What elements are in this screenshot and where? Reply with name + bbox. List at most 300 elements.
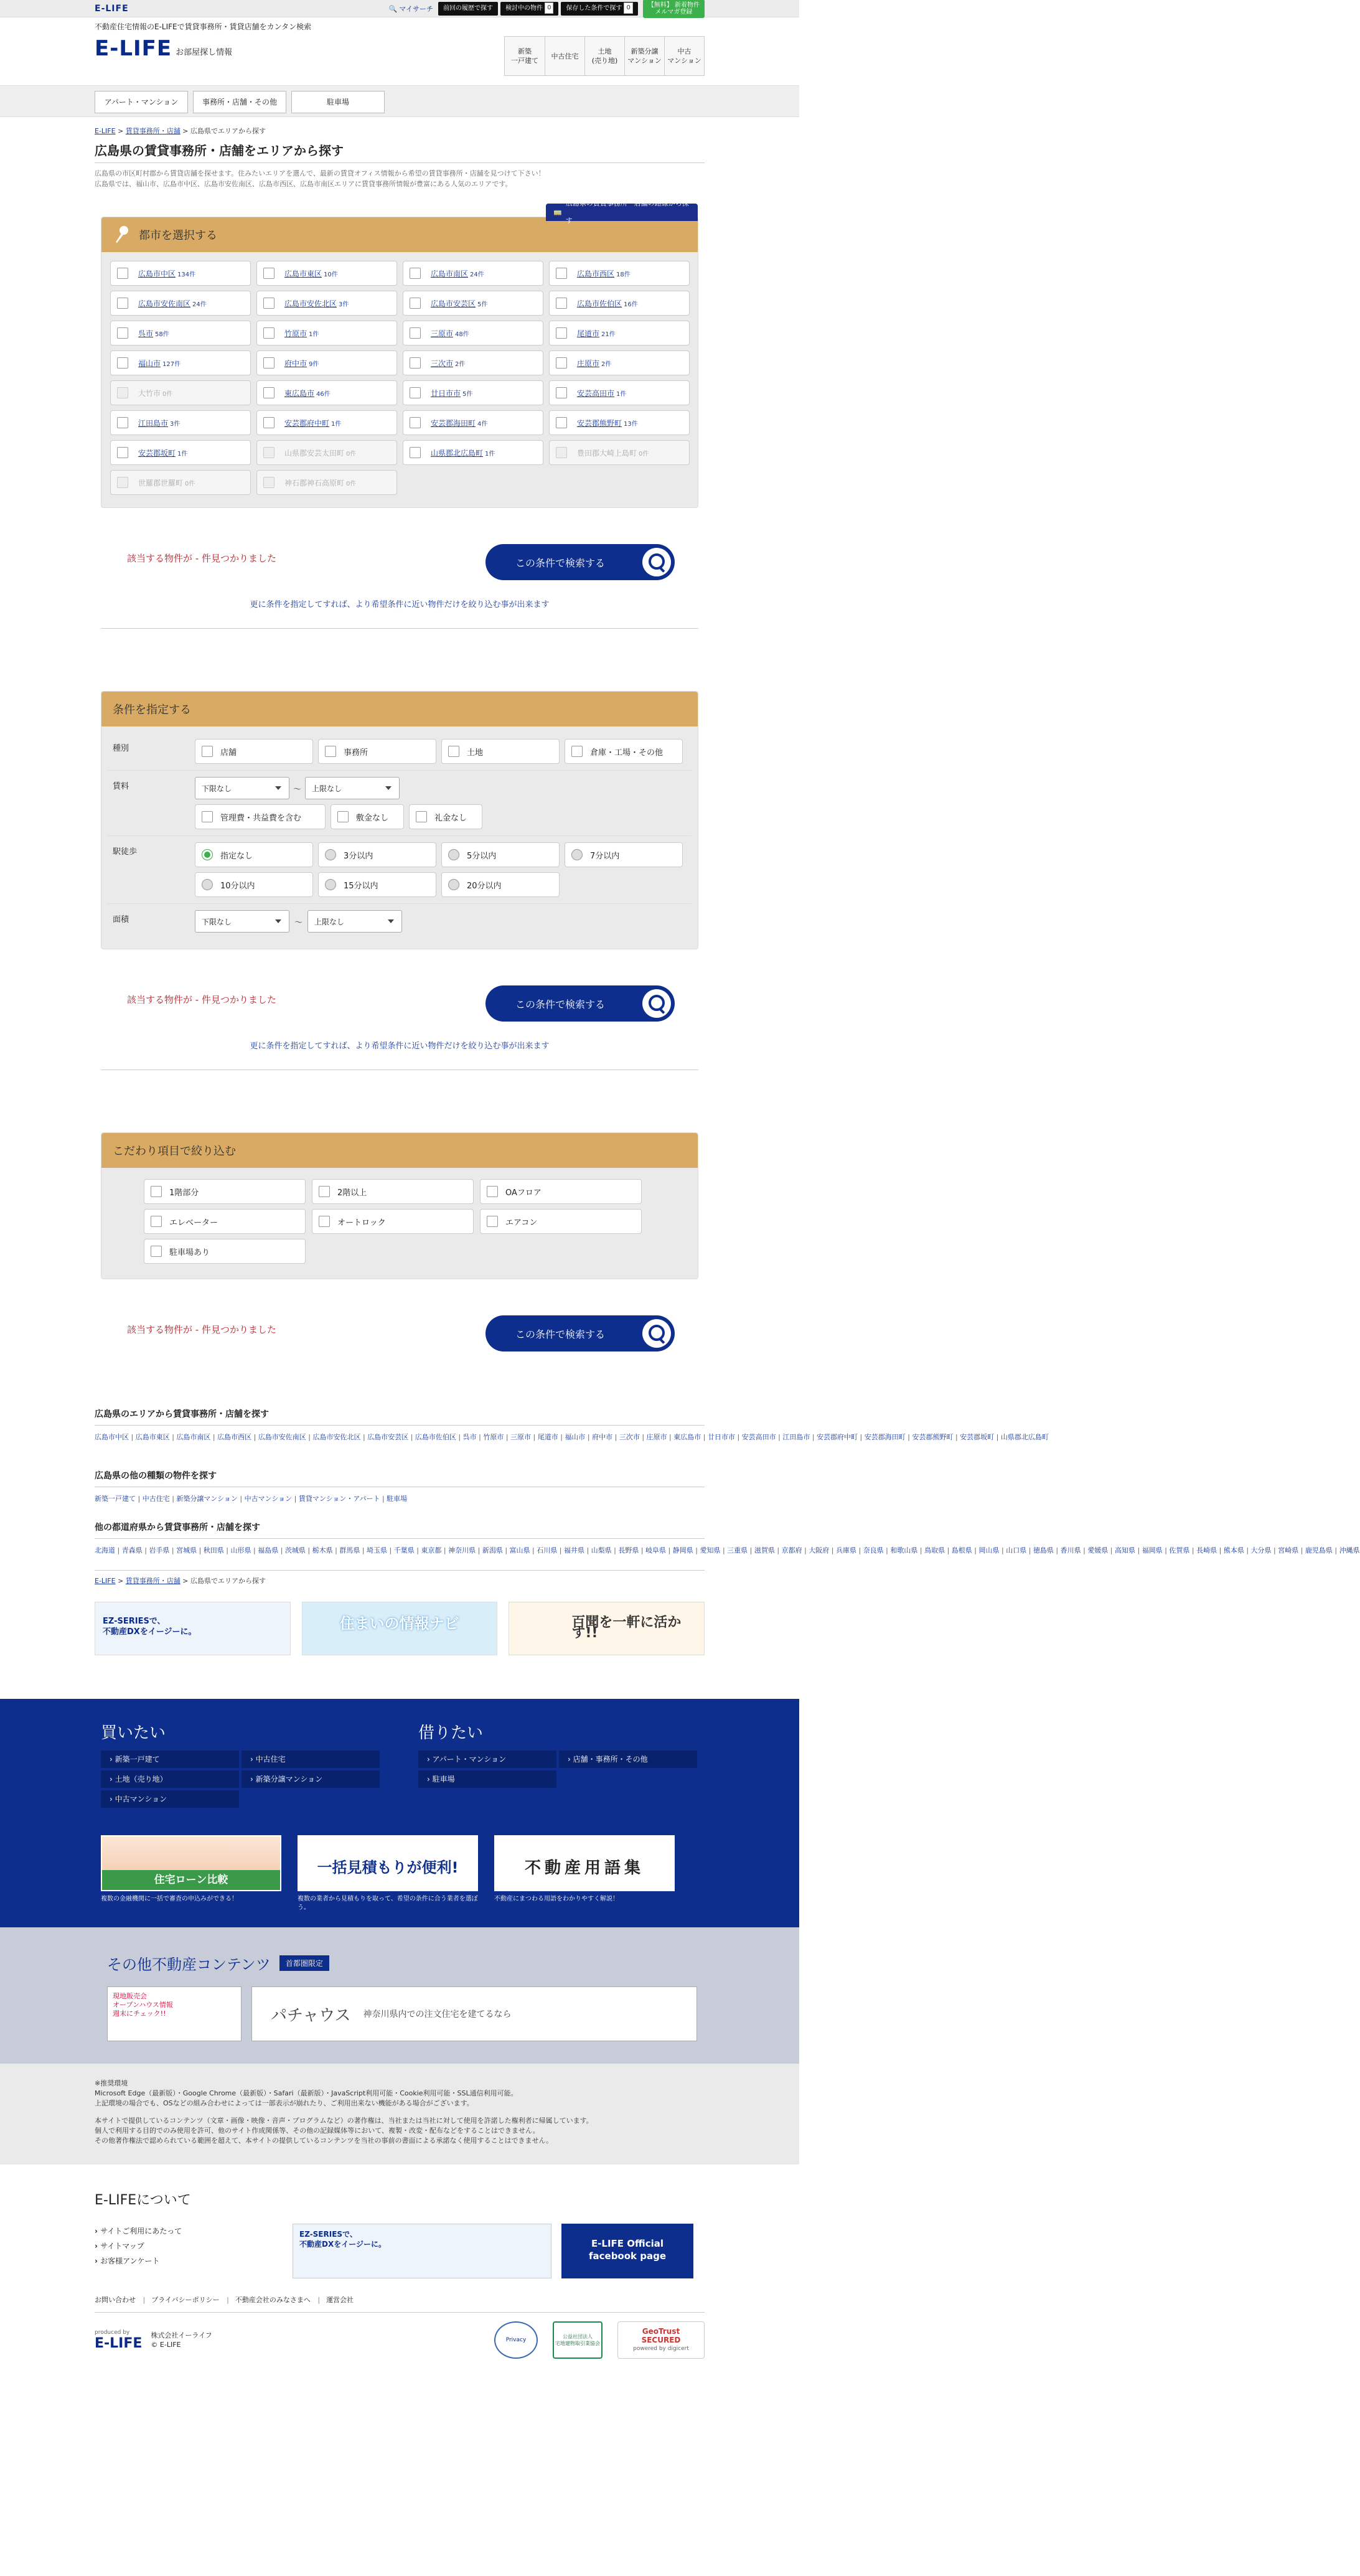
kodawari-option[interactable]	[312, 1179, 474, 1204]
facebook-banner[interactable]	[561, 2224, 693, 2278]
city-checkbox[interactable]	[117, 327, 128, 339]
search-button[interactable]	[485, 985, 675, 1022]
city-name[interactable]: 広島市佐伯区	[577, 299, 622, 308]
option-label: 事務所	[344, 748, 368, 758]
city-name[interactable]: 安芸郡府中町	[284, 418, 330, 428]
city-option[interactable]	[110, 440, 251, 465]
city-option[interactable]	[256, 410, 397, 435]
link-item[interactable]: 大阪府 |	[809, 1546, 836, 1554]
breadcrumb-sep: >	[115, 1577, 126, 1585]
city-count: 2件	[455, 360, 466, 368]
link-item[interactable]: 新築一戸建て |	[95, 1495, 143, 1503]
city-checkbox[interactable]	[117, 268, 128, 279]
city-checkbox[interactable]	[117, 357, 128, 369]
type-option[interactable]	[441, 739, 560, 764]
city-count: 48件	[455, 331, 469, 338]
city-name[interactable]: 広島市安佐南区	[138, 299, 191, 308]
city-checkbox[interactable]	[556, 387, 567, 398]
footer-link[interactable]: › 店舗・事務所・その他	[559, 1751, 697, 1768]
link-item[interactable]: 広島市安芸区 |	[367, 1433, 415, 1441]
city-name[interactable]: 安芸郡坂町	[138, 448, 176, 458]
walk-option[interactable]	[565, 842, 683, 867]
link-item[interactable]: 宮城県 |	[176, 1546, 204, 1554]
rent-max-select[interactable]: 上限なし	[305, 777, 400, 799]
link-item[interactable]: 長崎県 |	[1196, 1546, 1224, 1554]
city-checkbox[interactable]	[410, 387, 421, 398]
link-item[interactable]: 群馬県 |	[339, 1546, 367, 1554]
service-card[interactable]	[101, 1835, 281, 1912]
city-option[interactable]	[549, 321, 690, 346]
search-button[interactable]	[485, 544, 675, 580]
kodawari-option[interactable]	[144, 1209, 306, 1234]
link-item[interactable]: 三次市 |	[619, 1433, 647, 1441]
breadcrumb-item[interactable]: E-LIFE	[95, 1577, 116, 1585]
link-item[interactable]: 大分県 |	[1251, 1546, 1278, 1554]
link-item[interactable]: 滋賀県 |	[754, 1546, 782, 1554]
link-item[interactable]: 静岡県 |	[673, 1546, 700, 1554]
city-checkbox[interactable]	[556, 417, 567, 428]
link-item[interactable]: 和歌山県 |	[890, 1546, 924, 1554]
pachaus-banner[interactable]	[251, 1986, 697, 2041]
city-option[interactable]	[403, 410, 543, 435]
header-nav-item[interactable]: 中古 マンション	[664, 37, 704, 75]
rent-option[interactable]	[195, 804, 326, 829]
breadcrumb-sep: >	[115, 127, 126, 135]
city-option[interactable]	[110, 410, 251, 435]
header-nav-item[interactable]: 中古住宅	[545, 37, 584, 75]
link-item[interactable]: 三原市 |	[510, 1433, 538, 1441]
radio[interactable]	[571, 849, 583, 860]
link-item[interactable]: 三重県 |	[727, 1546, 754, 1554]
city-count: 1件	[485, 450, 495, 458]
link-item[interactable]: 竹原市 |	[483, 1433, 510, 1441]
top-logo[interactable]: E-LIFE	[95, 4, 129, 14]
city-checkbox[interactable]	[117, 447, 128, 458]
city-option[interactable]	[403, 440, 543, 465]
bottom-link[interactable]: お問い合わせ |	[95, 2295, 145, 2305]
city-name[interactable]: 広島市西区	[577, 269, 615, 278]
city-name[interactable]: 広島市安佐北区	[284, 299, 337, 308]
result-count-text: 該当する物件が - 件見つかりました	[127, 1324, 276, 1335]
note-line: ※推奨環境	[95, 2079, 128, 2087]
link-item[interactable]: 兵庫県 |	[836, 1546, 863, 1554]
link-item[interactable]: 広島市佐伯区 |	[415, 1433, 463, 1441]
walk-option[interactable]	[441, 872, 560, 897]
option-label: 7分以内	[590, 851, 620, 861]
type-option[interactable]	[195, 739, 313, 764]
city-name[interactable]: 広島市中区	[138, 269, 176, 278]
city-name[interactable]: 広島市南区	[431, 269, 469, 278]
checkbox[interactable]	[416, 811, 427, 822]
footer-link[interactable]: › 中古住宅	[242, 1751, 380, 1768]
radio[interactable]	[202, 849, 213, 860]
city-name[interactable]: 廿日市市	[431, 388, 461, 398]
bottom-link[interactable]: 運営会社	[326, 2296, 354, 2304]
breadcrumb-bottom	[95, 1570, 705, 1586]
city-option[interactable]	[256, 321, 397, 346]
link-item[interactable]: 広島市西区 |	[217, 1433, 258, 1441]
city-name[interactable]: 山県郡北広島町	[431, 448, 484, 458]
recent-history-button[interactable]: 前回の履歴で探す	[438, 2, 498, 16]
link-item[interactable]: 鹿児島県 |	[1305, 1546, 1339, 1554]
city-checkbox[interactable]	[263, 417, 274, 428]
link-item[interactable]: 島根県 |	[952, 1546, 979, 1554]
city-option[interactable]	[549, 380, 690, 405]
rent-option[interactable]	[409, 804, 482, 829]
footer-link[interactable]: › 新築一戸建て	[101, 1751, 239, 1768]
link-item[interactable]: 広島市中区 |	[95, 1433, 136, 1441]
checkbox[interactable]	[151, 1246, 162, 1257]
city-option[interactable]	[403, 261, 543, 286]
checkbox[interactable]	[151, 1186, 162, 1197]
city-count: 18件	[616, 271, 631, 278]
link-item[interactable]: 愛知県 |	[700, 1546, 727, 1554]
link-item[interactable]: 安芸郡坂町 |	[960, 1433, 1001, 1441]
pref-links-title: 他の都道府県から賃貸事務所・店舗を探す	[95, 1521, 705, 1539]
city-checkbox[interactable]	[556, 268, 567, 279]
city-name[interactable]: 安芸郡海田町	[431, 418, 476, 428]
link-item[interactable]: 高知県 |	[1115, 1546, 1142, 1554]
city-checkbox[interactable]	[263, 298, 274, 309]
link-item[interactable]: 新潟県 |	[482, 1546, 510, 1554]
city-name[interactable]: 尾道市	[577, 329, 600, 338]
link-item[interactable]: 福島県 |	[258, 1546, 285, 1554]
header-nav-item[interactable]: 新築 一戸建て	[505, 37, 545, 75]
city-checkbox[interactable]	[556, 357, 567, 369]
card-image	[494, 1835, 675, 1891]
city-checkbox[interactable]	[410, 357, 421, 369]
footer-logo: E-LIFE	[95, 2335, 143, 2351]
kodawari-option[interactable]	[144, 1239, 306, 1264]
link-item[interactable]: 熊本県 |	[1224, 1546, 1251, 1554]
city-option[interactable]	[256, 380, 397, 405]
link-item[interactable]: 広島市安佐北区 |	[313, 1433, 368, 1441]
breadcrumb-item[interactable]: 賃貸事務所・店舗	[125, 1577, 181, 1585]
footer-link[interactable]: › アパート・マンション	[418, 1751, 556, 1768]
city-option[interactable]	[256, 261, 397, 286]
checkbox[interactable]	[319, 1216, 330, 1227]
link-item[interactable]: 香川県 |	[1061, 1546, 1088, 1554]
checkbox[interactable]	[202, 811, 213, 822]
link-item[interactable]: 富山県 |	[510, 1546, 537, 1554]
city-count: 1件	[616, 390, 627, 398]
city-checkbox[interactable]	[410, 447, 421, 458]
city-name[interactable]: 安芸郡熊野町	[577, 418, 622, 428]
link-item[interactable]: 岡山県 |	[979, 1546, 1006, 1554]
link-item[interactable]: 山梨県 |	[591, 1546, 619, 1554]
checkbox[interactable]	[202, 746, 213, 757]
walk-option[interactable]	[441, 842, 560, 867]
city-option[interactable]	[549, 291, 690, 316]
result-row-2	[95, 968, 705, 1022]
checkbox[interactable]	[325, 746, 336, 757]
city-checkbox[interactable]	[263, 327, 274, 339]
walk-option[interactable]	[318, 842, 436, 867]
subnav-tab[interactable]: アパート・マンション	[95, 91, 188, 113]
link-item[interactable]: 石川県 |	[537, 1546, 564, 1554]
link-item[interactable]: 東京都 |	[421, 1546, 448, 1554]
saved-conditions-button[interactable]	[561, 2, 637, 16]
open-house-text: 現地販売会 オープンハウス情報 週末にチェック!!	[113, 1992, 173, 2018]
city-name[interactable]: 東広島市	[284, 388, 315, 398]
link-item[interactable]: 広島市東区 |	[136, 1433, 177, 1441]
search-button[interactable]	[485, 1315, 675, 1351]
link-item[interactable]: 山形県 |	[231, 1546, 258, 1554]
range-tilde: ～	[294, 918, 303, 928]
link-item[interactable]: 岩手県 |	[149, 1546, 176, 1554]
ez-series-banner[interactable]	[95, 1602, 291, 1655]
city-count: 1件	[309, 331, 319, 338]
city-option[interactable]	[256, 291, 397, 316]
city-checkbox[interactable]	[263, 357, 274, 369]
kodawari-option[interactable]	[144, 1179, 306, 1204]
link-item[interactable]: 宮崎県 |	[1278, 1546, 1305, 1554]
link-item[interactable]: 駐車場	[387, 1495, 408, 1503]
option-label: 敷金なし	[356, 813, 389, 823]
walk-option[interactable]	[195, 872, 313, 897]
link-item[interactable]: 安芸郡熊野町 |	[912, 1433, 960, 1441]
link-item[interactable]: 福岡県 |	[1142, 1546, 1170, 1554]
subnav-tab[interactable]: 事務所・店舗・その他	[193, 91, 286, 113]
note-line: 本サイトで提供しているコンテンツ（文章・画像・映像・音声・プログラムなど）の著作権は、当社または当社に対して使用を許諾した権利者に帰属しています。	[95, 2117, 593, 2125]
notes-section	[0, 2064, 799, 2165]
newsletter-button[interactable]	[643, 0, 705, 18]
footer-link[interactable]: › 土地（売り地）	[101, 1770, 239, 1788]
link-item[interactable]: 京都府 |	[782, 1546, 809, 1554]
checkbox[interactable]	[448, 746, 459, 757]
area-label: 面積	[113, 915, 129, 924]
pref-link-list	[95, 1539, 1360, 1558]
link-item[interactable]: 中古マンション |	[245, 1495, 299, 1503]
option-label: 5分以内	[467, 851, 497, 861]
review-count: 0	[545, 2, 553, 14]
link-item[interactable]: 北海道 |	[95, 1546, 122, 1554]
breadcrumb-item[interactable]: E-LIFE	[95, 127, 116, 135]
link-item[interactable]: 安芸高田市 |	[742, 1433, 783, 1441]
result-row	[95, 527, 705, 580]
walk-row	[108, 836, 692, 904]
site-logo[interactable]	[95, 37, 232, 60]
checkbox[interactable]	[319, 1186, 330, 1197]
link-item[interactable]: 栃木県 |	[312, 1546, 340, 1554]
city-count: 5件	[462, 390, 473, 398]
city-option[interactable]	[110, 291, 251, 316]
sumai-navi-banner[interactable]	[302, 1602, 498, 1655]
link-item[interactable]: 秋田県 |	[204, 1546, 231, 1554]
bottom-link[interactable]: 不動産会社のみなさまへ |	[235, 2295, 320, 2305]
footer-link[interactable]: › 駐車場	[418, 1770, 556, 1788]
geotrust-seal[interactable]	[617, 2321, 705, 2359]
link-item[interactable]: 賃貸マンション・アパート |	[299, 1495, 387, 1503]
checkbox[interactable]	[571, 746, 583, 757]
link-item[interactable]: 鳥取県 |	[924, 1546, 952, 1554]
note-line: 個人で利用する目的でのみ使用を許可、他のサイト作成関係等、その他の記録媒体等において、複製・改変・配布などをすることはできません。	[95, 2127, 540, 2135]
link-item[interactable]: 長野県 |	[618, 1546, 645, 1554]
city-option[interactable]	[256, 350, 397, 375]
link-item[interactable]: 呉市 |	[463, 1433, 484, 1441]
link-item[interactable]: 岐阜県 |	[645, 1546, 673, 1554]
link-item[interactable]: 福井県 |	[564, 1546, 591, 1554]
link-item[interactable]: 奈良県 |	[863, 1546, 891, 1554]
about-link[interactable]: › サイトマップ	[95, 2239, 281, 2254]
city-name[interactable]: 江田島市	[138, 418, 169, 428]
city-name[interactable]: 庄原市	[577, 359, 600, 368]
link-item[interactable]: 埼玉県 |	[367, 1546, 394, 1554]
city-checkbox[interactable]	[117, 298, 128, 309]
link-item[interactable]: 安芸郡府中町 |	[817, 1433, 865, 1441]
saved-count: 0	[624, 2, 632, 14]
city-checkbox[interactable]	[556, 327, 567, 339]
radio[interactable]	[448, 879, 459, 890]
link-item[interactable]: 青森県 |	[122, 1546, 149, 1554]
city-name: 大竹市	[138, 388, 161, 398]
city-name[interactable]: 竹原市	[284, 329, 307, 338]
footer-link[interactable]: › 中古マンション	[101, 1790, 239, 1808]
city-option[interactable]	[110, 261, 251, 286]
link-item[interactable]: 安芸郡海田町 |	[865, 1433, 912, 1441]
city-name[interactable]: 福山市	[138, 359, 161, 368]
bottom-link[interactable]: プライバシーポリシー |	[151, 2295, 229, 2305]
link-item[interactable]: 廿日市市 |	[708, 1433, 742, 1441]
conditions-panel	[101, 691, 698, 949]
city-checkbox	[263, 447, 274, 458]
city-option[interactable]	[403, 350, 543, 375]
city-name[interactable]: 呉市	[138, 329, 154, 338]
area-max-select[interactable]: 上限なし	[307, 910, 402, 933]
city-checkbox[interactable]	[556, 298, 567, 309]
city-option	[110, 470, 251, 495]
link-item[interactable]: 沖縄県	[1339, 1546, 1360, 1554]
link-item[interactable]: 愛媛県 |	[1087, 1546, 1115, 1554]
breadcrumb-item[interactable]: 賃貸事務所・店舗	[125, 127, 181, 135]
link-item[interactable]: 徳島県 |	[1033, 1546, 1061, 1554]
link-item[interactable]: 千葉県 |	[394, 1546, 421, 1554]
hyakubun-banner[interactable]	[509, 1602, 705, 1655]
walk-option[interactable]	[318, 872, 436, 897]
city-name[interactable]: 三原市	[431, 329, 454, 338]
city-count: 46件	[316, 390, 331, 398]
radio[interactable]	[448, 849, 459, 860]
city-name: 神石郡神石高原町	[284, 478, 345, 487]
service-card[interactable]	[298, 1835, 478, 1912]
link-item[interactable]: 佐賀県 |	[1169, 1546, 1196, 1554]
review-list-button[interactable]	[500, 2, 558, 16]
checkbox[interactable]	[151, 1216, 162, 1227]
card-label: 住宅ローン比較	[102, 1870, 280, 1890]
city-checkbox[interactable]	[263, 387, 274, 398]
service-card[interactable]	[494, 1835, 675, 1912]
result-count-text: 該当する物件が - 件見つかりました	[127, 994, 276, 1005]
subnav-tab[interactable]: 駐車場	[291, 91, 385, 113]
link-item[interactable]: 庄原市 |	[647, 1433, 674, 1441]
link-item[interactable]: 府中市 |	[592, 1433, 619, 1441]
link-item[interactable]: 広島市安佐南区 |	[258, 1433, 313, 1441]
link-item[interactable]: 神奈川県 |	[448, 1546, 482, 1554]
kodawari-option[interactable]	[480, 1209, 642, 1234]
about-link[interactable]: › サイトご利用にあたって	[95, 2224, 281, 2239]
link-item[interactable]: 新築分譲マンション |	[176, 1495, 244, 1503]
city-name[interactable]: 府中市	[284, 359, 307, 368]
link-item[interactable]: 茨城県 |	[285, 1546, 312, 1554]
kodawari-option[interactable]	[312, 1209, 474, 1234]
route-search-tab[interactable]	[546, 199, 698, 225]
area-links-title: 広島県のエリアから賃貸事務所・店舗を探す	[95, 1408, 705, 1426]
link-item[interactable]: 山口県 |	[1006, 1546, 1033, 1554]
city-count: 1件	[331, 420, 342, 428]
link-item[interactable]: 江田島市 |	[782, 1433, 817, 1441]
checkbox[interactable]	[487, 1186, 498, 1197]
type-option[interactable]	[565, 739, 683, 764]
city-name[interactable]: 三次市	[431, 359, 454, 368]
company-name: 株式会社イーライフ	[151, 2331, 212, 2339]
city-name[interactable]: 広島市東区	[284, 269, 322, 278]
radio[interactable]	[202, 879, 213, 890]
link-item[interactable]: 東広島市 |	[673, 1433, 708, 1441]
city-option[interactable]	[403, 291, 543, 316]
city-checkbox[interactable]	[117, 417, 128, 428]
city-name[interactable]: 安芸高田市	[577, 388, 615, 398]
city-checkbox[interactable]	[410, 327, 421, 339]
area-min-select[interactable]: 下限なし	[195, 910, 289, 933]
city-option[interactable]	[110, 321, 251, 346]
city-checkbox	[263, 477, 274, 488]
option-label: 2階以上	[337, 1188, 367, 1198]
checkbox[interactable]	[487, 1216, 498, 1227]
link-item[interactable]: 福山市 |	[565, 1433, 592, 1441]
ez-series-banner-2[interactable]	[293, 2224, 551, 2278]
radio[interactable]	[325, 879, 336, 890]
mail-line2: メルマガ登録	[655, 9, 693, 16]
link-item[interactable]: 広島市南区 |	[176, 1433, 217, 1441]
link-item[interactable]: 山県郡北広島町	[1000, 1433, 1049, 1441]
city-checkbox[interactable]	[410, 417, 421, 428]
radio[interactable]	[325, 849, 336, 860]
city-option[interactable]	[403, 321, 543, 346]
city-option[interactable]	[549, 350, 690, 375]
city-checkbox[interactable]	[410, 298, 421, 309]
header-nav-item[interactable]: 土地 (売り地)	[584, 37, 624, 75]
option-label: 倉庫・工場・その他	[590, 748, 664, 758]
link-item[interactable]: 中古住宅 |	[143, 1495, 177, 1503]
route-tab-label: 広島県の賃貸事務所・店舗の路線から探す	[565, 199, 689, 225]
city-option[interactable]	[549, 410, 690, 435]
rent-min-select[interactable]: 下限なし	[195, 777, 289, 799]
city-option[interactable]	[110, 350, 251, 375]
kodawari-option[interactable]	[480, 1179, 642, 1204]
breadcrumb-sep: >	[180, 1577, 191, 1585]
rent-option[interactable]	[331, 804, 404, 829]
about-link[interactable]: › お客様アンケート	[95, 2254, 281, 2268]
city-option[interactable]	[549, 261, 690, 286]
city-option[interactable]	[403, 380, 543, 405]
city-name[interactable]: 広島市安芸区	[431, 299, 476, 308]
city-count: 3件	[339, 301, 349, 308]
checkbox[interactable]	[337, 811, 349, 822]
city-checkbox[interactable]	[263, 268, 274, 279]
footer-link[interactable]: › 新築分譲マンション	[242, 1770, 380, 1788]
city-count: 0件	[639, 450, 649, 458]
magnifier-icon	[642, 989, 671, 1018]
city-checkbox[interactable]	[410, 268, 421, 279]
type-option[interactable]	[318, 739, 436, 764]
header-nav-item[interactable]: 新築分譲 マンション	[624, 37, 664, 75]
open-house-banner[interactable]	[107, 1986, 242, 2041]
area-link-list	[95, 1426, 1049, 1444]
association-logo: 公益社団法人 宅地建物取引業協会	[553, 2321, 603, 2359]
city-option	[256, 440, 397, 465]
link-item[interactable]: 尾道市 |	[538, 1433, 565, 1441]
walk-option[interactable]	[195, 842, 313, 867]
